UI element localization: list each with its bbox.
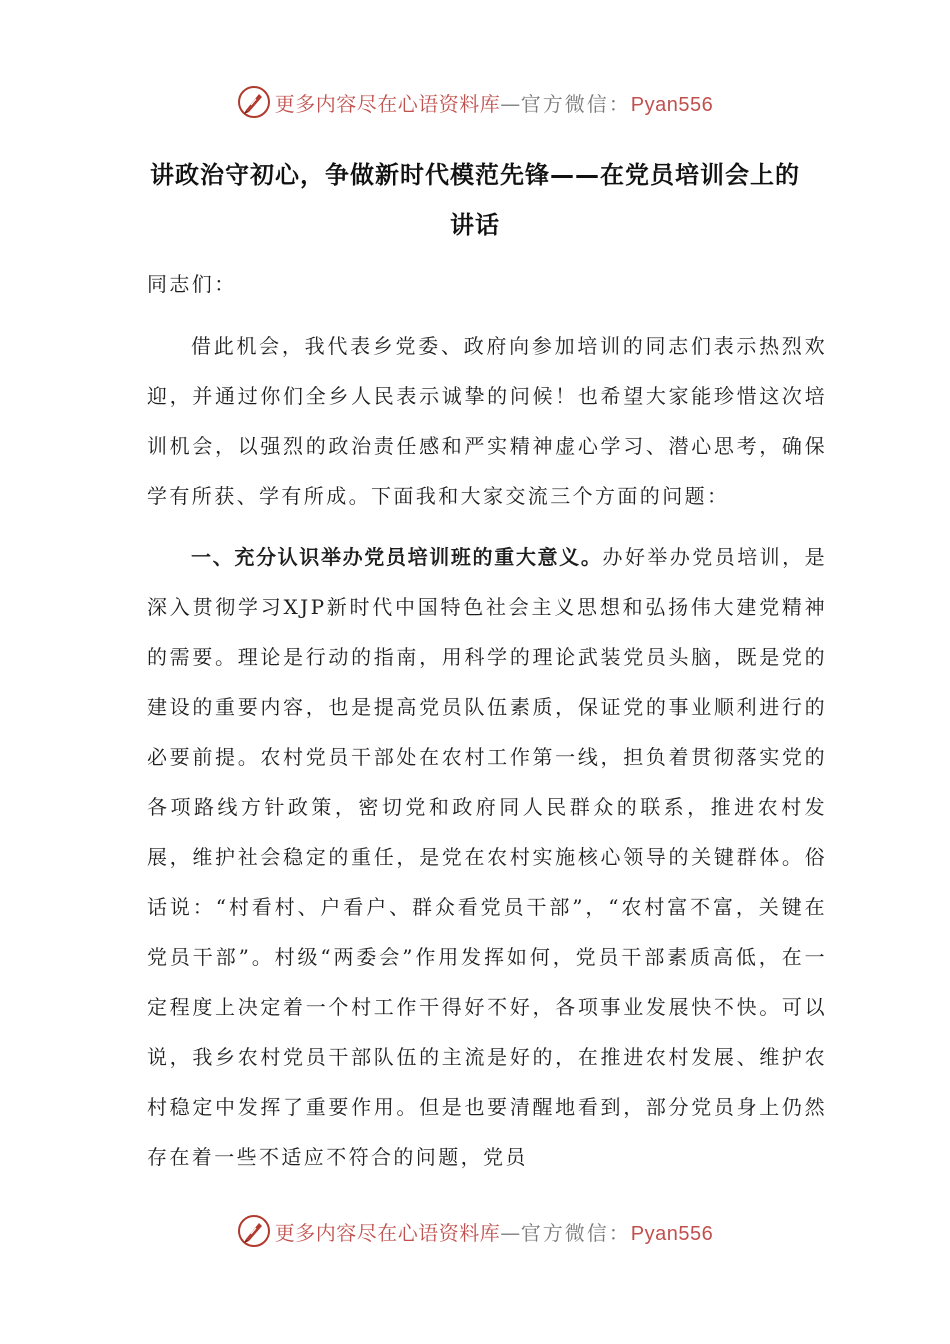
watermark-account: Pyan556 <box>630 1222 714 1245</box>
paragraph-intro <box>147 321 827 521</box>
watermark-site: 更多内容尽在心语资料库 <box>274 1220 501 1245</box>
watermark-official-label: 官方微信： <box>520 91 631 116</box>
document-title: 讲政治守初心，争做新时代模范先锋——在党员培训会上的讲话 <box>150 161 800 239</box>
paragraph-section-one <box>147 532 827 1182</box>
paragraph-text: 办好举办党员培训，是深入贯彻学习XJP新时代中国特色社会主义思想和弘扬伟大建党精神的需要。理论是行动的指南，用科学的理论武装党员头脑，既是党的建设的重要内容，也是提高党员队伍素质，保证党的事业顺利进行的必要前提。农村党员干部处在农村工作第一线，担负着贯彻落实党的各项路线方针政策，密切党和政府同人民群众的联系，推进农村发展，维护社会稳定的重任，是党在农村实施核心领导的关键群体。俗话说：“村看村、户看户、群众看党员干部”，“农村富不富，关键在党员干部”。村级“两委会”作用发挥如何，党员干部素质高低，在一定程度上决定着一个村工作干得好不好，各项事业发展快不快。可以说，我乡农村党员干部队伍的主流是好的，在推进农村发展、维护农村稳定中发挥了重要作用。但是也要清醒地看到，部分党员身上仍然存在着一些不适应不符合的问题，党员 <box>147 545 827 1169</box>
header-watermark <box>0 82 950 122</box>
quill-pen-icon <box>237 85 271 119</box>
section-heading: 一、充分认识举办党员培训班的重大意义。 <box>191 545 603 569</box>
watermark-account: Pyan556 <box>630 93 714 116</box>
watermark-site: 更多内容尽在心语资料库 <box>274 91 501 116</box>
salutation: 同志们： <box>147 272 237 296</box>
watermark-text <box>275 1217 713 1246</box>
quill-pen-icon <box>237 1214 271 1248</box>
watermark-separator: — <box>500 1220 521 1245</box>
watermark-official-label: 官方微信： <box>520 1220 631 1245</box>
watermark-text <box>275 88 713 117</box>
watermark-separator: — <box>500 91 521 116</box>
paragraph-text: 借此机会，我代表乡党委、政府向参加培训的同志们表示热烈欢迎，并通过你们全乡人民表示诚挚的问候！也希望大家能珍惜这次培训机会，以强烈的政治责任感和严实精神虚心学习、潜心思考，确保学有所获、学有所成。下面我和大家交流三个方面的问题： <box>147 334 827 508</box>
footer-watermark <box>0 1211 950 1251</box>
